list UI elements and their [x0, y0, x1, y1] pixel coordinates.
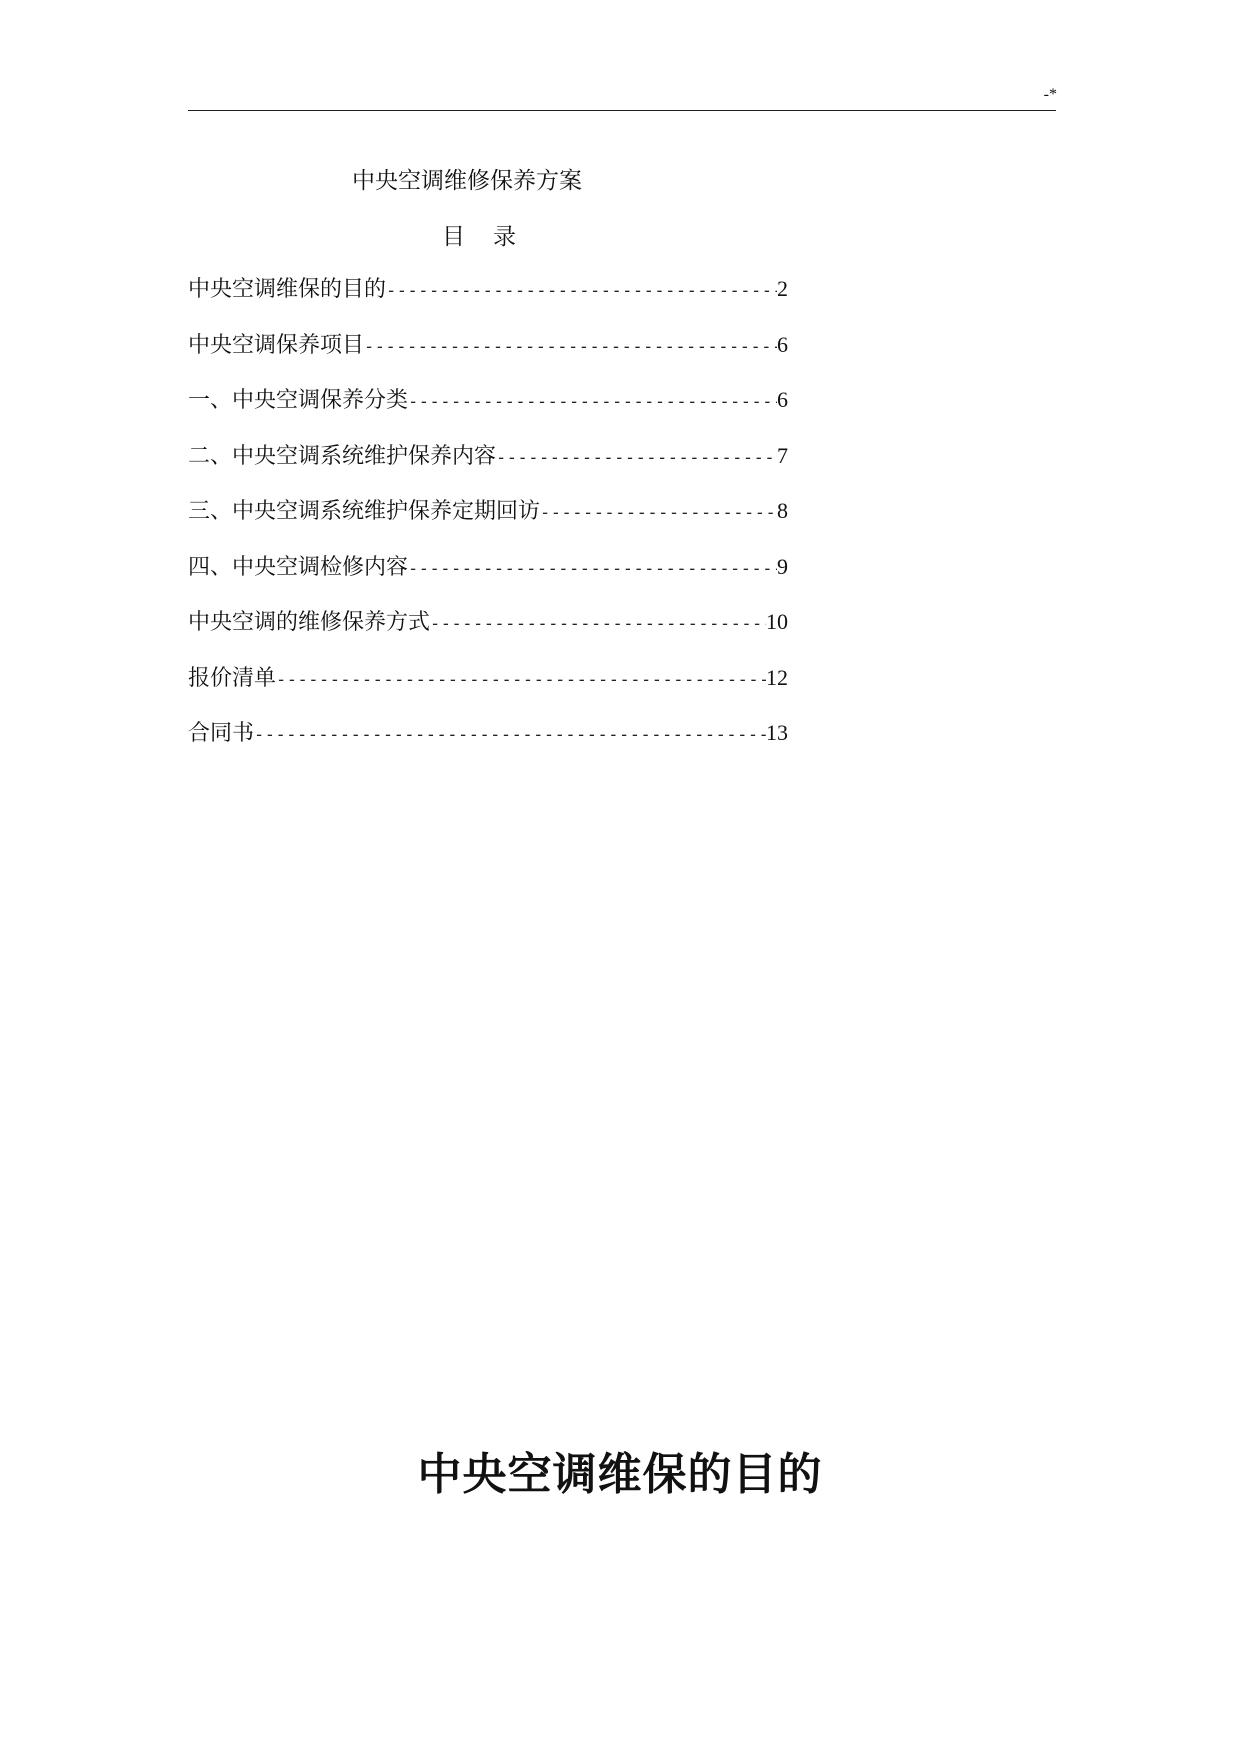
toc-entry[interactable] — [188, 272, 788, 328]
toc-entry-text: 三、中央空调系统维护保养定期回访 — [188, 499, 541, 524]
section-title: 中央空调维保的目的 — [417, 1449, 823, 1500]
toc-entry-page: 13 — [766, 720, 788, 745]
toc-entry-page: 12 — [766, 664, 788, 690]
toc-entry-page: 6 — [777, 387, 788, 412]
toc-entry[interactable] — [188, 439, 788, 495]
toc-leader — [408, 392, 777, 412]
toc-entry[interactable] — [188, 494, 788, 550]
header-mark: -* — [1043, 86, 1057, 103]
toc-entry-page: 10 — [766, 609, 788, 634]
toc-leader — [254, 725, 766, 745]
table-of-contents — [188, 272, 788, 772]
toc-leader — [430, 614, 766, 634]
toc-leader — [364, 337, 777, 357]
toc-entry[interactable] — [188, 661, 788, 717]
toc-entry-page: 6 — [777, 331, 788, 357]
toc-leader — [496, 448, 777, 468]
toc-leader — [276, 670, 766, 690]
toc-entry-text: 合同书 — [188, 721, 255, 746]
toc-leader — [408, 559, 777, 579]
toc-entry-text: 中央空调维保的目的 — [188, 277, 387, 302]
toc-entry-text: 中央空调保养项目 — [188, 332, 365, 358]
toc-entry[interactable] — [188, 605, 788, 661]
toc-entry-text: 一、中央空调保养分类 — [188, 388, 409, 413]
toc-leader — [540, 503, 777, 523]
document-title: 中央空调维修保养方案 — [352, 168, 582, 194]
toc-entry[interactable] — [188, 383, 788, 439]
toc-entry-text: 中央空调的维修保养方式 — [188, 610, 431, 635]
toc-entry-page: 8 — [777, 498, 788, 523]
toc-entry-page: 9 — [777, 553, 788, 579]
header-rule — [188, 110, 1056, 111]
toc-entry[interactable] — [188, 328, 788, 384]
toc-entry-text: 报价清单 — [188, 665, 277, 691]
toc-entry[interactable] — [188, 550, 788, 606]
toc-entry-page: 7 — [777, 442, 788, 468]
toc-entry-page: 2 — [777, 276, 788, 301]
toc-entry-text: 四、中央空调检修内容 — [188, 554, 409, 580]
toc-entry-text: 二、中央空调系统维护保养内容 — [188, 443, 497, 469]
toc-heading: 目录 — [442, 224, 544, 250]
toc-entry[interactable] — [188, 716, 788, 772]
toc-leader — [386, 281, 777, 301]
